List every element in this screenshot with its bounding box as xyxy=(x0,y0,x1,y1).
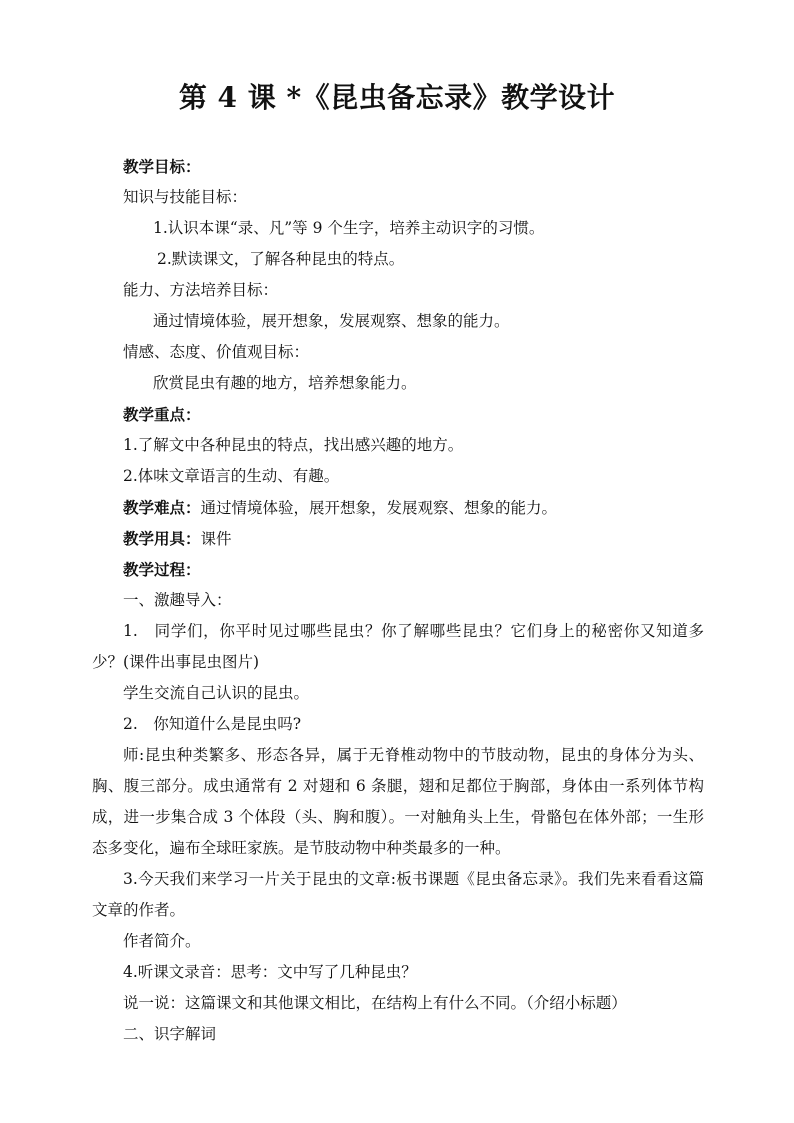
paragraph-text: 通过情境体验，展开想象，发展观察、想象的能力。 xyxy=(200,499,558,517)
document-title: 第 4 课 *《昆虫备忘录》教学设计 xyxy=(178,81,616,114)
paragraph: 通过情境体验，展开想象，发展观察、想象的能力。 xyxy=(153,312,510,330)
paragraph: 1. 同学们，你平时见过哪些昆虫？你了解哪些昆虫？它们身上的秘密你又知道多少？(课件出事昆虫图片) xyxy=(92,622,704,671)
paragraph: 3.今天我们来学习一片关于昆虫的文章:板书课题《昆虫备忘录》。我们先来看看这篇文章的作者。 xyxy=(92,870,704,919)
paragraph-label: 教学用具： xyxy=(123,529,201,548)
paragraph: 1.认识本课“录、凡”等 9 个生字，培养主动识字的习惯。 xyxy=(153,219,545,237)
section-heading: 教学过程： xyxy=(123,560,201,579)
paragraph: 情感、态度、价值观目标： xyxy=(123,343,310,361)
paragraph: 能力、方法培养目标： xyxy=(123,281,279,299)
paragraph: 师:昆虫种类繁多、形态各异，属于无脊椎动物中的节肢动物，昆虫的身体分为头、胸、腹三部分。成虫通常有 2 对翅和 6 条腿，翅和足都位于胸部，身体由一系列体节构成，进一步集合成 3 个体段（头、胸和腹）。一对触角头上生，骨骼包在体外部；一生形态多变化，遍布全球旺家族。是节肢动物中种类最多的一种。 xyxy=(92,746,704,857)
paragraph: 2.默读课文，了解各种昆虫的特点。 xyxy=(157,250,405,268)
paragraph: 二、识字解词 xyxy=(123,1025,217,1043)
paragraph: 知识与技能目标： xyxy=(123,188,248,206)
paragraph: 作者简介。 xyxy=(123,932,201,950)
paragraph: 欣赏昆虫有趣的地方，培养想象能力。 xyxy=(153,374,417,392)
paragraph-label: 教学难点： xyxy=(123,498,201,517)
document-body xyxy=(92,151,704,1050)
labeled-paragraph xyxy=(92,492,704,523)
paragraph: 2. 你知道什么是昆虫吗? xyxy=(123,715,302,733)
paragraph: 说一说：这篇课文和其他课文相比，在结构上有什么不同。（介绍小标题） xyxy=(123,994,627,1012)
paragraph-text: 课件 xyxy=(200,530,232,548)
section-heading: 教学重点： xyxy=(123,405,201,424)
section-heading: 教学目标： xyxy=(123,157,201,176)
paragraph: 学生交流自己认识的昆虫。 xyxy=(123,684,310,702)
paragraph: 2.体味文章语言的生动、有趣。 xyxy=(123,467,340,485)
paragraph: 1.了解文中各种昆虫的特点，找出感兴趣的地方。 xyxy=(123,436,464,454)
labeled-paragraph xyxy=(92,523,704,554)
paragraph: 一、激趣导入： xyxy=(123,591,232,609)
paragraph: 4.听课文录音：思考：文中写了几种昆虫？ xyxy=(123,963,417,981)
